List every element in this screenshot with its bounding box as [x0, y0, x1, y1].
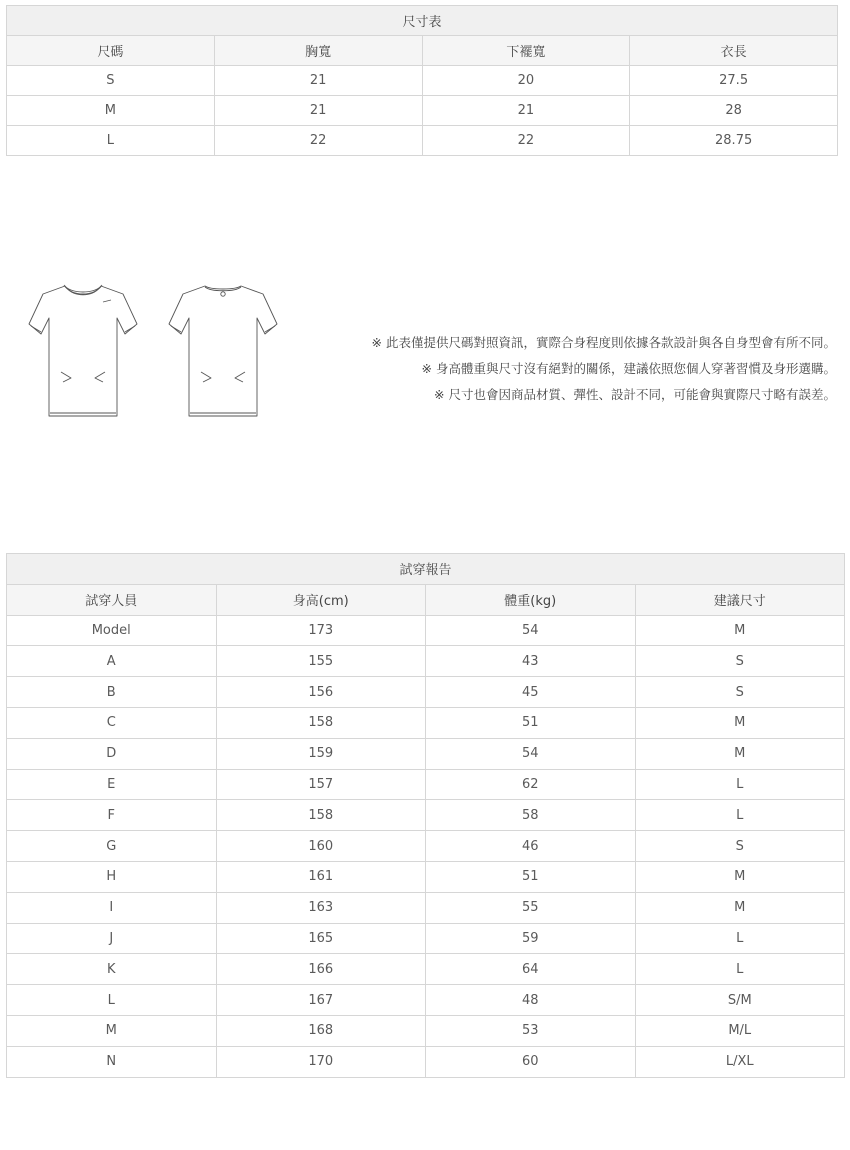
- table-row: [7, 646, 845, 677]
- table-cell: 22: [214, 126, 422, 156]
- size-notes: [296, 330, 836, 408]
- table-cell: 158: [216, 800, 426, 831]
- table-cell: B: [7, 677, 217, 708]
- table-row: [7, 96, 838, 126]
- table-row: [7, 954, 845, 985]
- table-cell: S: [7, 66, 215, 96]
- fit-report-header: 建議尺寸: [635, 584, 845, 615]
- table-cell: L/XL: [635, 1046, 845, 1077]
- table-cell: M: [7, 96, 215, 126]
- tshirt-back-icon: [167, 282, 279, 422]
- note-line: ※ 此表僅提供尺碼對照資訊，實際合身程度則依據各款設計與各自身型會有所不同。: [371, 335, 836, 350]
- table-cell: 46: [426, 831, 636, 862]
- table-cell: M: [7, 1015, 217, 1046]
- table-cell: 28.75: [630, 126, 838, 156]
- table-cell: 163: [216, 892, 426, 923]
- table-cell: 60: [426, 1046, 636, 1077]
- table-cell: J: [7, 923, 217, 954]
- table-row: [7, 126, 838, 156]
- fit-report-body: [7, 615, 845, 1077]
- table-cell: S/M: [635, 985, 845, 1016]
- table-cell: 166: [216, 954, 426, 985]
- table-cell: I: [7, 892, 217, 923]
- table-cell: L: [635, 954, 845, 985]
- table-cell: 48: [426, 985, 636, 1016]
- table-cell: 167: [216, 985, 426, 1016]
- table-row: [7, 1046, 845, 1077]
- table-cell: M: [635, 707, 845, 738]
- table-cell: 21: [214, 66, 422, 96]
- table-cell: 58: [426, 800, 636, 831]
- table-row: [7, 985, 845, 1016]
- table-cell: 55: [426, 892, 636, 923]
- table-cell: S: [635, 677, 845, 708]
- table-row: [7, 861, 845, 892]
- table-cell: G: [7, 831, 217, 862]
- table-cell: L: [635, 769, 845, 800]
- table-cell: M: [635, 892, 845, 923]
- table-cell: L: [7, 985, 217, 1016]
- table-cell: E: [7, 769, 217, 800]
- table-cell: A: [7, 646, 217, 677]
- table-cell: 20: [422, 66, 630, 96]
- table-cell: 53: [426, 1015, 636, 1046]
- table-cell: 158: [216, 707, 426, 738]
- table-cell: 165: [216, 923, 426, 954]
- table-cell: 28: [630, 96, 838, 126]
- table-cell: L: [635, 800, 845, 831]
- table-cell: 54: [426, 738, 636, 769]
- table-cell: 168: [216, 1015, 426, 1046]
- table-cell: 59: [426, 923, 636, 954]
- table-cell: 170: [216, 1046, 426, 1077]
- table-row: [7, 66, 838, 96]
- table-cell: L: [7, 126, 215, 156]
- table-cell: 21: [422, 96, 630, 126]
- size-chart-body: [7, 66, 838, 156]
- table-cell: Model: [7, 615, 217, 646]
- table-row: [7, 800, 845, 831]
- size-chart-header-row: [7, 36, 838, 66]
- size-chart-table: [6, 5, 838, 156]
- table-cell: M: [635, 861, 845, 892]
- fit-report-header: 體重(kg): [426, 584, 636, 615]
- table-cell: 21: [214, 96, 422, 126]
- size-chart-header: 胸寬: [214, 36, 422, 66]
- table-cell: L: [635, 923, 845, 954]
- fit-report-title: 試穿報告: [7, 554, 845, 585]
- size-chart-title-row: [7, 6, 838, 36]
- table-cell: 27.5: [630, 66, 838, 96]
- table-cell: D: [7, 738, 217, 769]
- table-row: [7, 923, 845, 954]
- note-line: ※ 身高體重與尺寸沒有絕對的關係，建議依照您個人穿著習慣及身形選購。: [421, 361, 836, 376]
- table-row: [7, 738, 845, 769]
- table-cell: M: [635, 738, 845, 769]
- table-cell: 161: [216, 861, 426, 892]
- table-cell: 64: [426, 954, 636, 985]
- table-cell: 51: [426, 861, 636, 892]
- fit-report-header: 身高(cm): [216, 584, 426, 615]
- table-cell: 43: [426, 646, 636, 677]
- table-cell: 159: [216, 738, 426, 769]
- table-cell: 22: [422, 126, 630, 156]
- table-row: [7, 1015, 845, 1046]
- table-cell: C: [7, 707, 217, 738]
- table-cell: 160: [216, 831, 426, 862]
- table-cell: 173: [216, 615, 426, 646]
- table-row: [7, 615, 845, 646]
- table-row: [7, 892, 845, 923]
- note-line: ※ 尺寸也會因商品材質、彈性、設計不同，可能會與實際尺寸略有誤差。: [434, 387, 836, 402]
- table-row: [7, 769, 845, 800]
- size-chart-header: 衣長: [630, 36, 838, 66]
- fit-report-title-row: [7, 554, 845, 585]
- size-chart-title: 尺寸表: [7, 6, 838, 36]
- table-row: [7, 707, 845, 738]
- fit-report-table: [6, 553, 845, 1078]
- table-cell: 54: [426, 615, 636, 646]
- size-chart-header: 尺碼: [7, 36, 215, 66]
- fit-report-header-row: [7, 584, 845, 615]
- table-cell: 156: [216, 677, 426, 708]
- table-cell: S: [635, 646, 845, 677]
- table-cell: N: [7, 1046, 217, 1077]
- table-cell: 62: [426, 769, 636, 800]
- table-row: [7, 677, 845, 708]
- table-cell: H: [7, 861, 217, 892]
- table-cell: S: [635, 831, 845, 862]
- size-chart-header: 下襬寬: [422, 36, 630, 66]
- fit-report-header: 試穿人員: [7, 584, 217, 615]
- table-cell: F: [7, 800, 217, 831]
- table-cell: 51: [426, 707, 636, 738]
- table-cell: 155: [216, 646, 426, 677]
- table-cell: K: [7, 954, 217, 985]
- table-cell: 45: [426, 677, 636, 708]
- table-cell: M/L: [635, 1015, 845, 1046]
- table-cell: 157: [216, 769, 426, 800]
- table-cell: M: [635, 615, 845, 646]
- table-row: [7, 831, 845, 862]
- tshirt-front-icon: [27, 282, 139, 422]
